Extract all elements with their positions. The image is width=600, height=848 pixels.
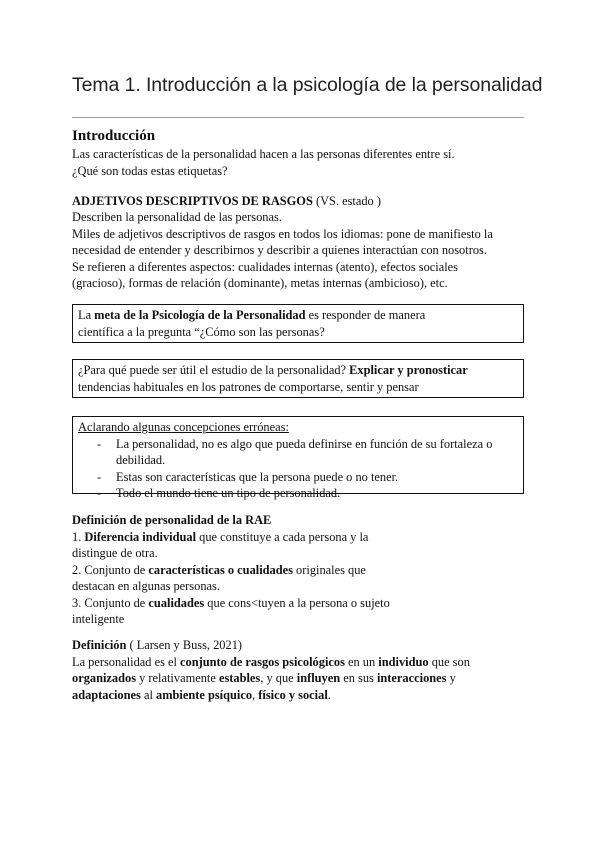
concepciones-list bbox=[78, 436, 518, 502]
util-line-1 bbox=[78, 362, 518, 379]
adjetivos-line-1: Describen la personalidad de las personas. bbox=[72, 210, 282, 224]
rae-def-2-line-2: destacan en algunas personas. bbox=[72, 579, 220, 593]
definicion-section bbox=[72, 637, 470, 703]
adjetivos-line-4: Se refieren a diferentes aspectos: cualidades internas (atento), efectos sociales bbox=[72, 259, 458, 274]
definicion-cite: ( Larsen y Buss, 2021) bbox=[126, 638, 243, 652]
meta-bold: meta de la Psicología de la Personalidad bbox=[94, 308, 306, 322]
definicion-line-1: La personalidad es el conjunto de rasgos psicológicos en un individuo que son bbox=[72, 654, 470, 669]
concepciones-heading: Aclarando algunas concepciones erróneas: bbox=[78, 420, 289, 434]
title-divider bbox=[72, 117, 524, 118]
meta-post: es responder de manera bbox=[305, 308, 426, 322]
adjetivos-heading-line bbox=[72, 193, 381, 210]
adjetivos-heading: ADJETIVOS DESCRIPTIVOS DE RASGOS bbox=[72, 194, 313, 208]
document-title: Tema 1. Introducción a la psicología de la personalidad bbox=[72, 74, 543, 96]
intro-line-2: ¿Qué son todas estas etiquetas? bbox=[72, 163, 228, 178]
adjetivos-heading-note: (VS. estado ) bbox=[312, 194, 381, 208]
adjetivos-line-5: (gracioso), formas de relación (dominante), metas internas (ambicioso), etc. bbox=[72, 276, 448, 290]
intro-section bbox=[72, 146, 455, 179]
rae-heading: Definición de personalidad de la RAE bbox=[72, 513, 272, 527]
rae-section bbox=[72, 512, 390, 628]
meta-pre: La bbox=[78, 308, 95, 322]
rae-def-1: 1. Diferencia individual que constituye a cada persona y la bbox=[72, 529, 369, 544]
rae-def-2: 2. Conjunto de características o cualidades originales que bbox=[72, 562, 366, 577]
definicion-line-2: organizados y relativamente estables, y que influyen en sus interacciones y bbox=[72, 671, 456, 685]
definicion-heading: Definición bbox=[72, 638, 127, 652]
meta-box bbox=[72, 304, 524, 343]
meta-line-2: científica a la pregunta “¿Cómo son las personas? bbox=[78, 324, 325, 339]
adjetivos-line-2: Miles de adjetivos descriptivos de rasgos en todos los idiomas: pone de manifiesto la bbox=[72, 226, 493, 241]
list-item: - Todo el mundo tiene un tipo de personalidad. bbox=[97, 485, 518, 502]
intro-heading: Introducción bbox=[72, 128, 156, 144]
intro-line-1: Las características de la personalidad hacen a las personas diferentes entre sí. bbox=[72, 147, 455, 161]
adjetivos-line-3: necesidad de entender y describirnos y describir a quienes interactúan con nosotros. bbox=[72, 243, 487, 257]
concepciones-box bbox=[72, 416, 524, 500]
list-item: - La personalidad, no es algo que pueda definirse en función de su fortaleza o debilidad. bbox=[97, 436, 518, 469]
list-item: - Estas son características que la persona puede o no tener. bbox=[97, 469, 518, 486]
adjetivos-section bbox=[72, 209, 493, 292]
util-pre: ¿Para qué puede ser útil el estudio de la personalidad? bbox=[78, 363, 350, 377]
util-box bbox=[72, 359, 524, 398]
definicion-line-3: adaptaciones al ambiente psíquico, físico y social. bbox=[72, 687, 331, 702]
util-line-2: tendencias habituales en los patrones de comportarse, sentir y pensar bbox=[78, 379, 419, 394]
definicion-heading-line bbox=[72, 637, 470, 654]
rae-def-3-line-2: inteligente bbox=[72, 612, 125, 626]
rae-def-3: 3. Conjunto de cualidades que cons<tuyen a la persona o sujeto bbox=[72, 595, 390, 610]
meta-line-1 bbox=[78, 307, 518, 324]
util-bold: Explicar y pronosticar bbox=[349, 363, 468, 377]
rae-def-1-line-2: distingue de otra. bbox=[72, 546, 158, 560]
